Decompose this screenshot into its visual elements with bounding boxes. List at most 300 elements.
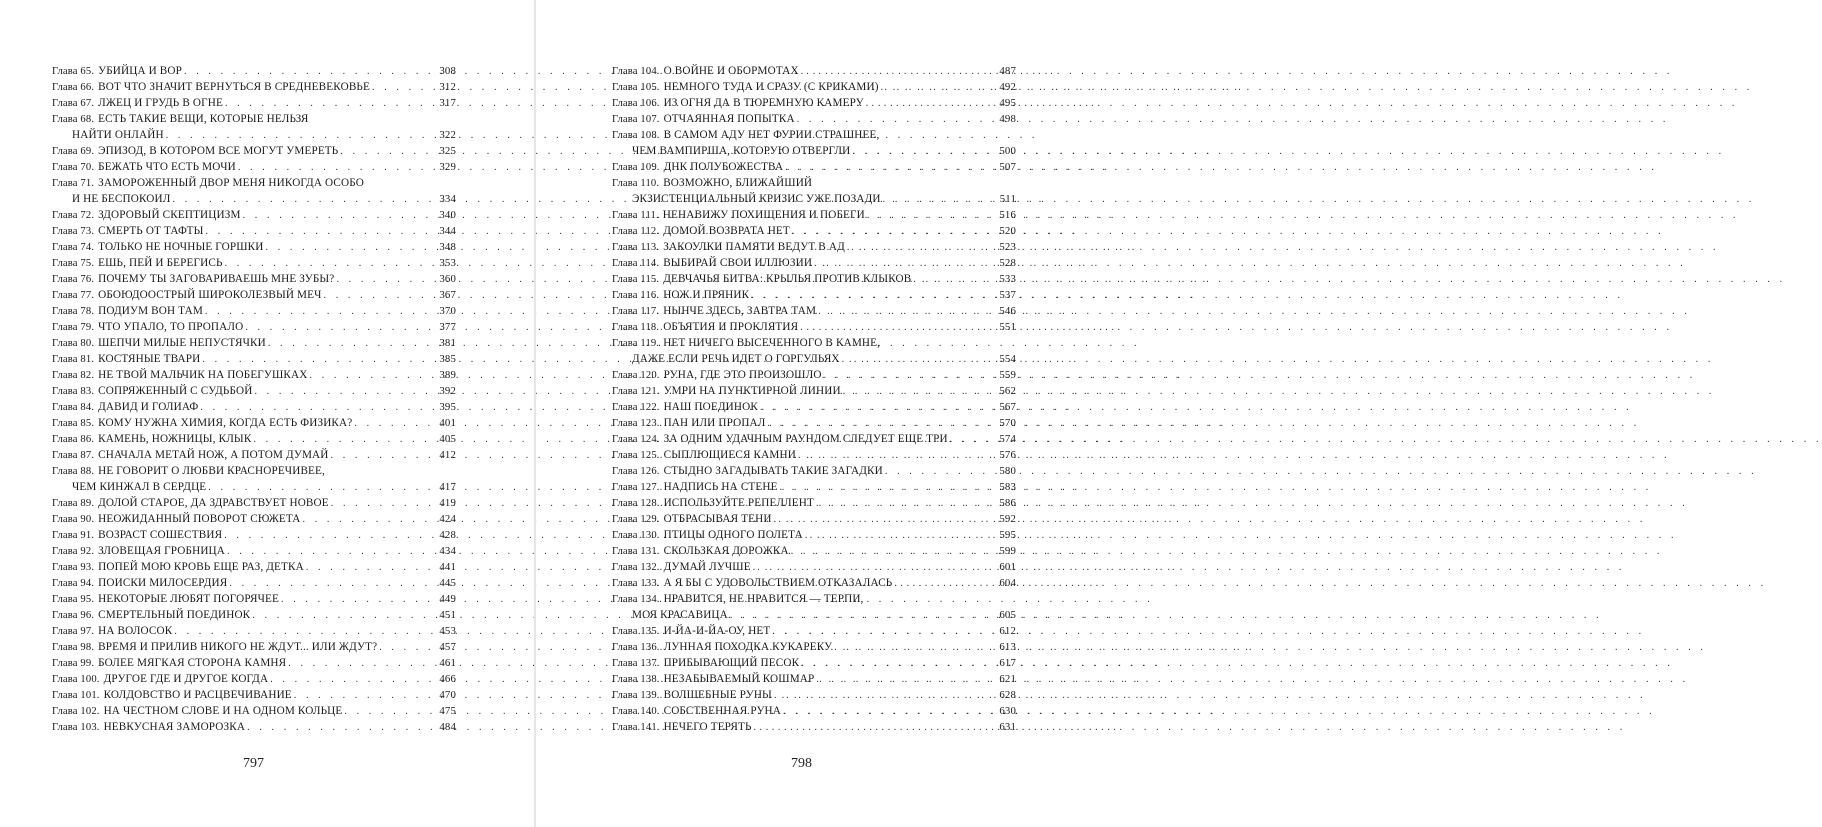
page-ref: 344 [439,225,456,237]
chapter-number: Глава 120. [612,370,660,381]
chapter-number: Глава 134. [612,594,660,605]
toc-entry [52,223,456,239]
page-ref: 520 [999,225,1016,237]
toc-entry [52,527,456,543]
dot-leader [801,656,997,672]
toc-entry [612,687,1016,703]
page-ref: 631 [999,721,1016,733]
chapter-title: КОМУ НУЖНА ХИМИЯ, КОГДА ЕСТЬ ФИЗИКА? [98,417,353,429]
chapter-title: ОТЧАЯННАЯ ПОПЫТКА [663,113,795,125]
toc-entry [612,127,1016,143]
chapter-number: Глава 130. [612,530,660,541]
chapter-number: Глава 138. [612,674,660,685]
page-ref: 466 [439,673,456,685]
page-ref: 348 [439,241,456,253]
chapter-number: Глава 110. [612,178,660,189]
page-ref: 389 [439,369,456,381]
chapter-number: Глава 82. [52,370,95,381]
dot-leader [354,416,437,432]
toc-entry [52,287,456,303]
dot-leader [852,144,997,160]
chapter-number: Глава 98. [52,642,95,653]
toc-entry [612,79,1016,95]
chapter-title: УМРИ НА ПУНКТИРНОЙ ЛИНИИ [663,385,841,397]
chapter-number: Глава 71. [52,178,95,189]
chapter-number: Глава 99. [52,658,95,669]
chapter-title: КОЛДОВСТВО И РАСЦВЕЧИВАНИЕ [103,689,292,701]
page-ref: 562 [999,385,1016,397]
chapter-number: Глава 121. [612,386,660,397]
page-ref: 630 [999,705,1016,717]
toc-entry [52,639,456,655]
chapter-title: И-ЙА-И-ЙА-ОУ, НЕТ [663,625,771,637]
dot-leader [166,128,438,144]
chapter-number: Глава 108. [612,130,660,141]
page-ref: 601 [999,561,1016,573]
chapter-number: Глава 94. [52,578,95,589]
page-ref: 470 [439,689,456,701]
chapter-number: Глава 136. [612,642,660,653]
dot-leader [824,368,998,384]
toc-entry [52,559,456,575]
toc-entry [52,95,456,111]
page-ref: 498 [999,113,1016,125]
chapter-title: НЕЧЕГО ТЕРЯТЬ [663,721,752,733]
chapter-title-continuation: И НЕ БЕСПОКОИЛ [72,193,171,205]
toc-entry [612,431,1016,447]
chapter-number: Глава 123. [612,418,660,429]
toc-entry [612,575,1016,591]
page-ref: 528 [999,257,1016,269]
chapter-title: ПОИСКИ МИЛОСЕРДИЯ [98,577,228,589]
chapter-number: Глава 96. [52,610,95,621]
dot-leader [847,240,997,256]
dot-leader [760,400,997,416]
toc-entry [612,671,1016,687]
chapter-number: Глава 104. [612,66,660,77]
page-ref: 367 [439,289,456,301]
dot-leader [883,192,998,208]
toc-entry [52,303,456,319]
toc-entry [52,207,456,223]
dot-leader [805,528,998,544]
toc-entry [612,447,1016,463]
chapter-title: СКОЛЬЗКАЯ ДОРОЖКА [663,545,789,557]
chapter-number: Глава 84. [52,402,95,413]
page-ref: 492 [999,81,1016,93]
chapter-title: ЛЖЕЦ И ГРУДЬ В ОГНЕ [98,97,223,109]
dot-leader [254,384,437,400]
page-ref: 487 [999,65,1016,77]
chapter-title: ЛУННАЯ ПОХОДКА КУКАРЕКУ [663,641,833,653]
toc-list [612,63,1016,735]
chapter-title: ИСПОЛЬЗУЙТЕ РЕПЕЛЛЕНТ [663,497,814,509]
dot-leader [800,320,997,336]
page-ref: 401 [439,417,456,429]
page-ref: 317 [439,97,456,109]
chapter-title: НАДПИСЬ НА СТЕНЕ [663,481,778,493]
dot-leader [336,272,437,288]
toc-entry [52,383,456,399]
toc-entry [612,239,1016,255]
toc-entry-continuation [52,127,456,143]
chapter-number: Глава 81. [52,354,95,365]
dot-leader [730,608,997,624]
page-ref: 412 [439,449,456,461]
dot-leader [253,432,437,448]
dot-leader [247,720,437,736]
dot-leader [816,496,997,512]
page-ref: 445 [439,577,456,589]
page-ref: 516 [999,209,1016,221]
toc-entry [52,415,456,431]
toc-entry [612,383,1016,399]
chapter-title-continuation: ЧЕМ КИНЖАЛ В СЕРДЦЕ [72,481,207,493]
chapter-number: Глава 100. [52,674,100,685]
page-ref: 453 [439,625,456,637]
chapter-number: Глава 126. [612,466,660,477]
toc-entry [612,111,1016,127]
chapter-title: ЗДОРОВЫЙ СКЕПТИЦИЗМ [98,209,241,221]
page-ref: 554 [999,353,1016,365]
toc-entry [52,447,456,463]
toc-entry [52,351,456,367]
chapter-title: ДАВИД И ГОЛИАФ [98,401,199,413]
dot-leader [245,320,437,336]
toc-entry [52,367,456,383]
toc-entry [612,495,1016,511]
toc-entry [612,479,1016,495]
dot-leader [294,688,438,704]
toc-entry [612,303,1016,319]
dot-leader [768,416,998,432]
chapter-number: Глава 86. [52,434,95,445]
chapter-title: НЕЗАБЫВАЕМЫЙ КОШМАР [663,673,815,685]
chapter-title-continuation: МОЯ КРАСАВИЦА [632,609,728,621]
chapter-title: БЕЖАТЬ ЧТО ЕСТЬ МОЧИ [98,161,236,173]
chapter-number: Глава 140. [612,706,660,717]
chapter-title: УБИЙЦА И ВОР [98,65,183,77]
toc-entry-continuation [612,607,1016,623]
page-ref: 533 [999,273,1016,285]
toc-entry [612,703,1016,719]
toc-entry-continuation [612,191,1016,207]
page-ref: 567 [999,401,1016,413]
page-ref: 605 [999,609,1016,621]
chapter-title: РУНА, ГДЕ ЭТО ПРОИЗОШЛО [663,369,822,381]
page-ref: 417 [439,481,456,493]
dot-leader [270,672,437,688]
chapter-title: НРАВИТСЯ, НЕ НРАВИТСЯ — ТЕРПИ, [663,593,864,605]
dot-leader [202,352,437,368]
chapter-number: Глава 106. [612,98,660,109]
page-ref: 495 [999,97,1016,109]
dot-leader [780,480,998,496]
page-ref: 353 [439,257,456,269]
toc-entry [612,319,1016,335]
chapter-number: Глава 109. [612,162,660,173]
chapter-number: Глава 129. [612,514,660,525]
chapter-number: Глава 113. [612,242,660,253]
chapter-number: Глава 101. [52,690,100,701]
chapter-title: ДНК ПОЛУБОЖЕСТВА [663,161,784,173]
dot-leader [792,224,997,240]
toc-entry [612,511,1016,527]
toc-entry [612,95,1016,111]
chapter-number: Глава 119. [612,338,660,349]
dot-leader [238,160,438,176]
chapter-title: ЭПИЗОД, В КОТОРОМ ВСЕ МОГУТ УМЕРЕТЬ [98,145,339,157]
dot-leader [785,160,997,176]
page-ref: 546 [999,305,1016,317]
page-ref: 612 [999,625,1016,637]
chapter-title: СОПРЯЖЕННЫЙ С СУДЬБОЙ [98,385,253,397]
chapter-number: Глава 65. [52,66,95,77]
chapter-title: ДУМАЙ ЛУЧШЕ [663,561,751,573]
dot-leader [173,192,438,208]
chapter-title: СНАЧАЛА МЕТАЙ НОЖ, А ПОТОМ ДУМАЙ [98,449,329,461]
dot-leader [205,304,437,320]
toc-entry [52,335,456,351]
chapter-number: Глава 114. [612,258,660,269]
toc-entry [612,399,1016,415]
dot-leader [950,432,998,448]
chapter-number: Глава 133. [612,578,660,589]
chapter-number: Глава 125. [612,450,660,461]
dot-leader [885,464,997,480]
dot-leader [303,512,438,528]
chapter-number: Глава 70. [52,162,95,173]
chapter-title-continuation: НАЙТИ ОНЛАЙН [72,129,164,141]
chapter-number: Глава 137. [612,658,660,669]
page-ref: 583 [999,481,1016,493]
chapter-title: ЗАКОУЛКИ ПАМЯТИ ВЕДУТ В АД [663,241,845,253]
dot-leader [801,64,998,80]
toc-entry [52,63,456,79]
toc-entry [612,559,1016,575]
chapter-number: Глава 83. [52,386,95,397]
chapter-number: Глава 68. [52,114,95,125]
dot-leader [340,144,437,160]
dot-leader [798,448,997,464]
chapter-number: Глава 69. [52,146,95,157]
toc-entry-continuation [612,351,1016,367]
dot-leader [379,640,437,656]
dot-leader [751,288,997,304]
page-ref: 511 [999,193,1016,205]
dot-leader [331,496,438,512]
dot-leader [344,704,437,720]
page-ref: 507 [999,161,1016,173]
chapter-number: Глава 85. [52,418,95,429]
dot-leader [224,528,437,544]
page-number: 798 [791,756,812,771]
toc-entry [612,527,1016,543]
toc-entry [52,431,456,447]
dot-leader [310,368,438,384]
chapter-number: Глава 78. [52,306,95,317]
page-ref: 424 [439,513,456,525]
page-number: 797 [243,756,264,771]
chapter-title: НОЖ И ПРЯНИК [663,289,750,301]
chapter-title: НА ВОЛОСОК [98,625,173,637]
toc-entry-continuation [52,191,456,207]
chapter-number: Глава 87. [52,450,95,461]
toc-entry [52,623,456,639]
chapter-title: ОБОЮДООСТРЫЙ ШИРОКОЛЕЗВЫЙ МЕЧ [98,289,322,301]
chapter-number: Глава 115. [612,274,660,285]
dot-leader [772,624,997,640]
toc-entry [612,207,1016,223]
chapter-title: ВОЗМОЖНО, БЛИЖАЙШИЙ [663,177,813,189]
chapter-title: ТОЛЬКО НЕ НОЧНЫЕ ГОРШКИ [98,241,264,253]
chapter-number: Глава 75. [52,258,95,269]
dot-leader [774,512,998,528]
chapter-title: ВОЗРАСТ СОШЕСТВИЯ [98,529,223,541]
chapter-title: СМЕРТЬ ОТ ТАФТЫ [98,225,204,237]
page-ref: 613 [999,641,1016,653]
toc-entry [612,271,1016,287]
dot-leader [268,336,438,352]
chapter-number: Глава 107. [612,114,660,125]
chapter-title: ПРИБЫВАЮЩИЙ ПЕСОК [663,657,800,669]
chapter-title: В САМОМ АДУ НЕТ ФУРИИ СТРАШНЕЕ, [663,129,880,141]
page-ref: 312 [439,81,456,93]
chapter-title: НЕ ТВОЙ МАЛЬЧИК НА ПОБЕГУШКАХ [98,369,308,381]
chapter-number: Глава 124. [612,434,660,445]
chapter-title: НЕНАВИЖУ ПОХИЩЕНИЯ И ПОБЕГИ [662,209,865,221]
dot-leader [281,592,437,608]
chapter-title: ВЫБИРАЙ СВОИ ИЛЛЮЗИИ [663,257,813,269]
page-ref: 484 [439,721,456,733]
chapter-number: Глава 79. [52,322,95,333]
page-ref: 441 [439,561,456,573]
dot-leader [372,80,437,96]
chapter-title: СМЕРТЕЛЬНЫЙ ПОЕДИНОК [98,609,251,621]
toc-entry [612,335,1016,351]
toc-entry [52,495,456,511]
dot-leader [867,208,997,224]
chapter-number: Глава 89. [52,498,95,509]
page-ref: 599 [999,545,1016,557]
page-ref: 580 [999,465,1016,477]
toc-entry [52,655,456,671]
page-ref: 340 [439,209,456,221]
chapter-title: ДРУГОЕ ГДЕ И ДРУГОЕ КОГДА [103,673,269,685]
dot-leader [797,112,998,128]
chapter-title: НЕКОТОРЫЕ ЛЮБЯТ ПОГОРЯЧЕЕ [98,593,279,605]
chapter-title: ПОЧЕМУ ТЫ ЗАГОВАРИВАЕШЬ МНЕ ЗУБЫ? [98,273,335,285]
dot-leader [225,96,437,112]
page-ref: 457 [439,641,456,653]
dot-leader [913,272,997,288]
toc-entry [612,175,1016,191]
chapter-number: Глава 102. [52,706,100,717]
chapter-title: СТЫДНО ЗАГАДЫВАТЬ ТАКИЕ ЗАГАДКИ [663,465,883,477]
page-ref: 381 [439,337,456,349]
dot-leader [881,80,998,96]
chapter-title: ПОДИУМ ВОН ТАМ [98,305,203,317]
chapter-title: НЕВКУСНАЯ ЗАМОРОЗКА [103,721,246,733]
toc-entry [52,111,456,127]
dot-leader [229,576,437,592]
dot-leader [866,96,998,112]
page-ref: 428 [439,529,456,541]
chapter-title: ДОМОЙ ВОЗВРАТА НЕТ [663,225,790,237]
chapter-number: Глава 132. [612,562,660,573]
chapter-title: НА ЧЕСТНОМ СЛОВЕ И НА ОДНОМ КОЛЬЦЕ [103,705,343,717]
chapter-title: ВРЕМЯ И ПРИЛИВ НИКОГО НЕ ЖДУТ... ИЛИ ЖДУТ? [98,641,378,653]
dot-leader [818,304,997,320]
page-ref: 604 [999,577,1016,589]
chapter-title: ДОЛОЙ СТАРОЕ, ДА ЗДРАВСТВУЕТ НОВОЕ [98,497,329,509]
page-ref: 325 [439,145,456,157]
right-page [536,0,1071,827]
page-ref: 617 [999,657,1016,669]
toc-entry [52,575,456,591]
chapter-number: Глава 76. [52,274,95,285]
chapter-number: Глава 112. [612,226,660,237]
chapter-title: ЗАМОРОЖЕННЫЙ ДВОР МЕНЯ НИКОГДА ОСОБО [98,177,364,189]
toc-entry [612,367,1016,383]
chapter-title: ПТИЦЫ ОДНОГО ПОЛЕТА [663,529,803,541]
dot-leader [842,352,998,368]
chapter-number: Глава 91. [52,530,95,541]
toc-entry [52,703,456,719]
chapter-number: Глава 131. [612,546,660,557]
chapter-number: Глава 139. [612,690,660,701]
dot-leader [174,624,437,640]
chapter-number: Глава 117. [612,306,660,317]
chapter-number: Глава 80. [52,338,95,349]
chapter-title: НЕ ГОВОРИТ О ЛЮБВИ КРАСНОРЕЧИВЕЕ, [98,465,325,477]
chapter-title: ШЕПЧИ МИЛЫЕ НЕПУСТЯЧКИ [98,337,266,349]
chapter-number: Глава 116. [612,290,660,301]
dot-leader [288,656,437,672]
dot-leader [184,64,437,80]
dot-leader [331,448,438,464]
toc-entry [52,463,456,479]
page-ref: 523 [999,241,1016,253]
chapter-number: Глава 92. [52,546,95,557]
chapter-number: Глава 93. [52,562,95,573]
chapter-number: Глава 127. [612,482,660,493]
page-ref: 595 [999,529,1016,541]
page-ref: 360 [439,273,456,285]
chapter-title: ПОПЕЙ МОЮ КРОВЬ ЕЩЕ РАЗ, ДЕТКА [98,561,304,573]
toc-entry [52,399,456,415]
toc-entry [612,287,1016,303]
dot-leader [324,288,438,304]
chapter-number: Глава 111. [612,210,659,221]
chapter-title: НЕТ НИЧЕГО ВЫСЕЧЕННОГО В КАМНЕ, [663,337,881,349]
dot-leader [208,480,437,496]
chapter-number: Глава 128. [612,498,660,509]
toc-entry [52,319,456,335]
chapter-number: Глава 67. [52,98,95,109]
chapter-title: ЗА ОДНИМ УДАЧНЫМ РАУНДОМ СЛЕДУЕТ ЕЩЕ ТРИ [663,433,948,445]
page-ref: 621 [999,673,1016,685]
dot-leader [816,672,997,688]
chapter-title: КАМЕНЬ, НОЖНИЦЫ, КЛЫК [98,433,252,445]
chapter-title: А Я БЫ С УДОВОЛЬСТВИЕМ ОТКАЗАЛАСЬ [663,577,893,589]
dot-leader [754,720,998,736]
page-ref: 628 [999,689,1016,701]
chapter-number: Глава 66. [52,82,95,93]
toc-list [52,63,456,735]
chapter-title: ИЗ ОГНЯ ДА В ТЮРЕМНУЮ КАМЕРУ [663,97,864,109]
page-ref: 377 [439,321,456,333]
